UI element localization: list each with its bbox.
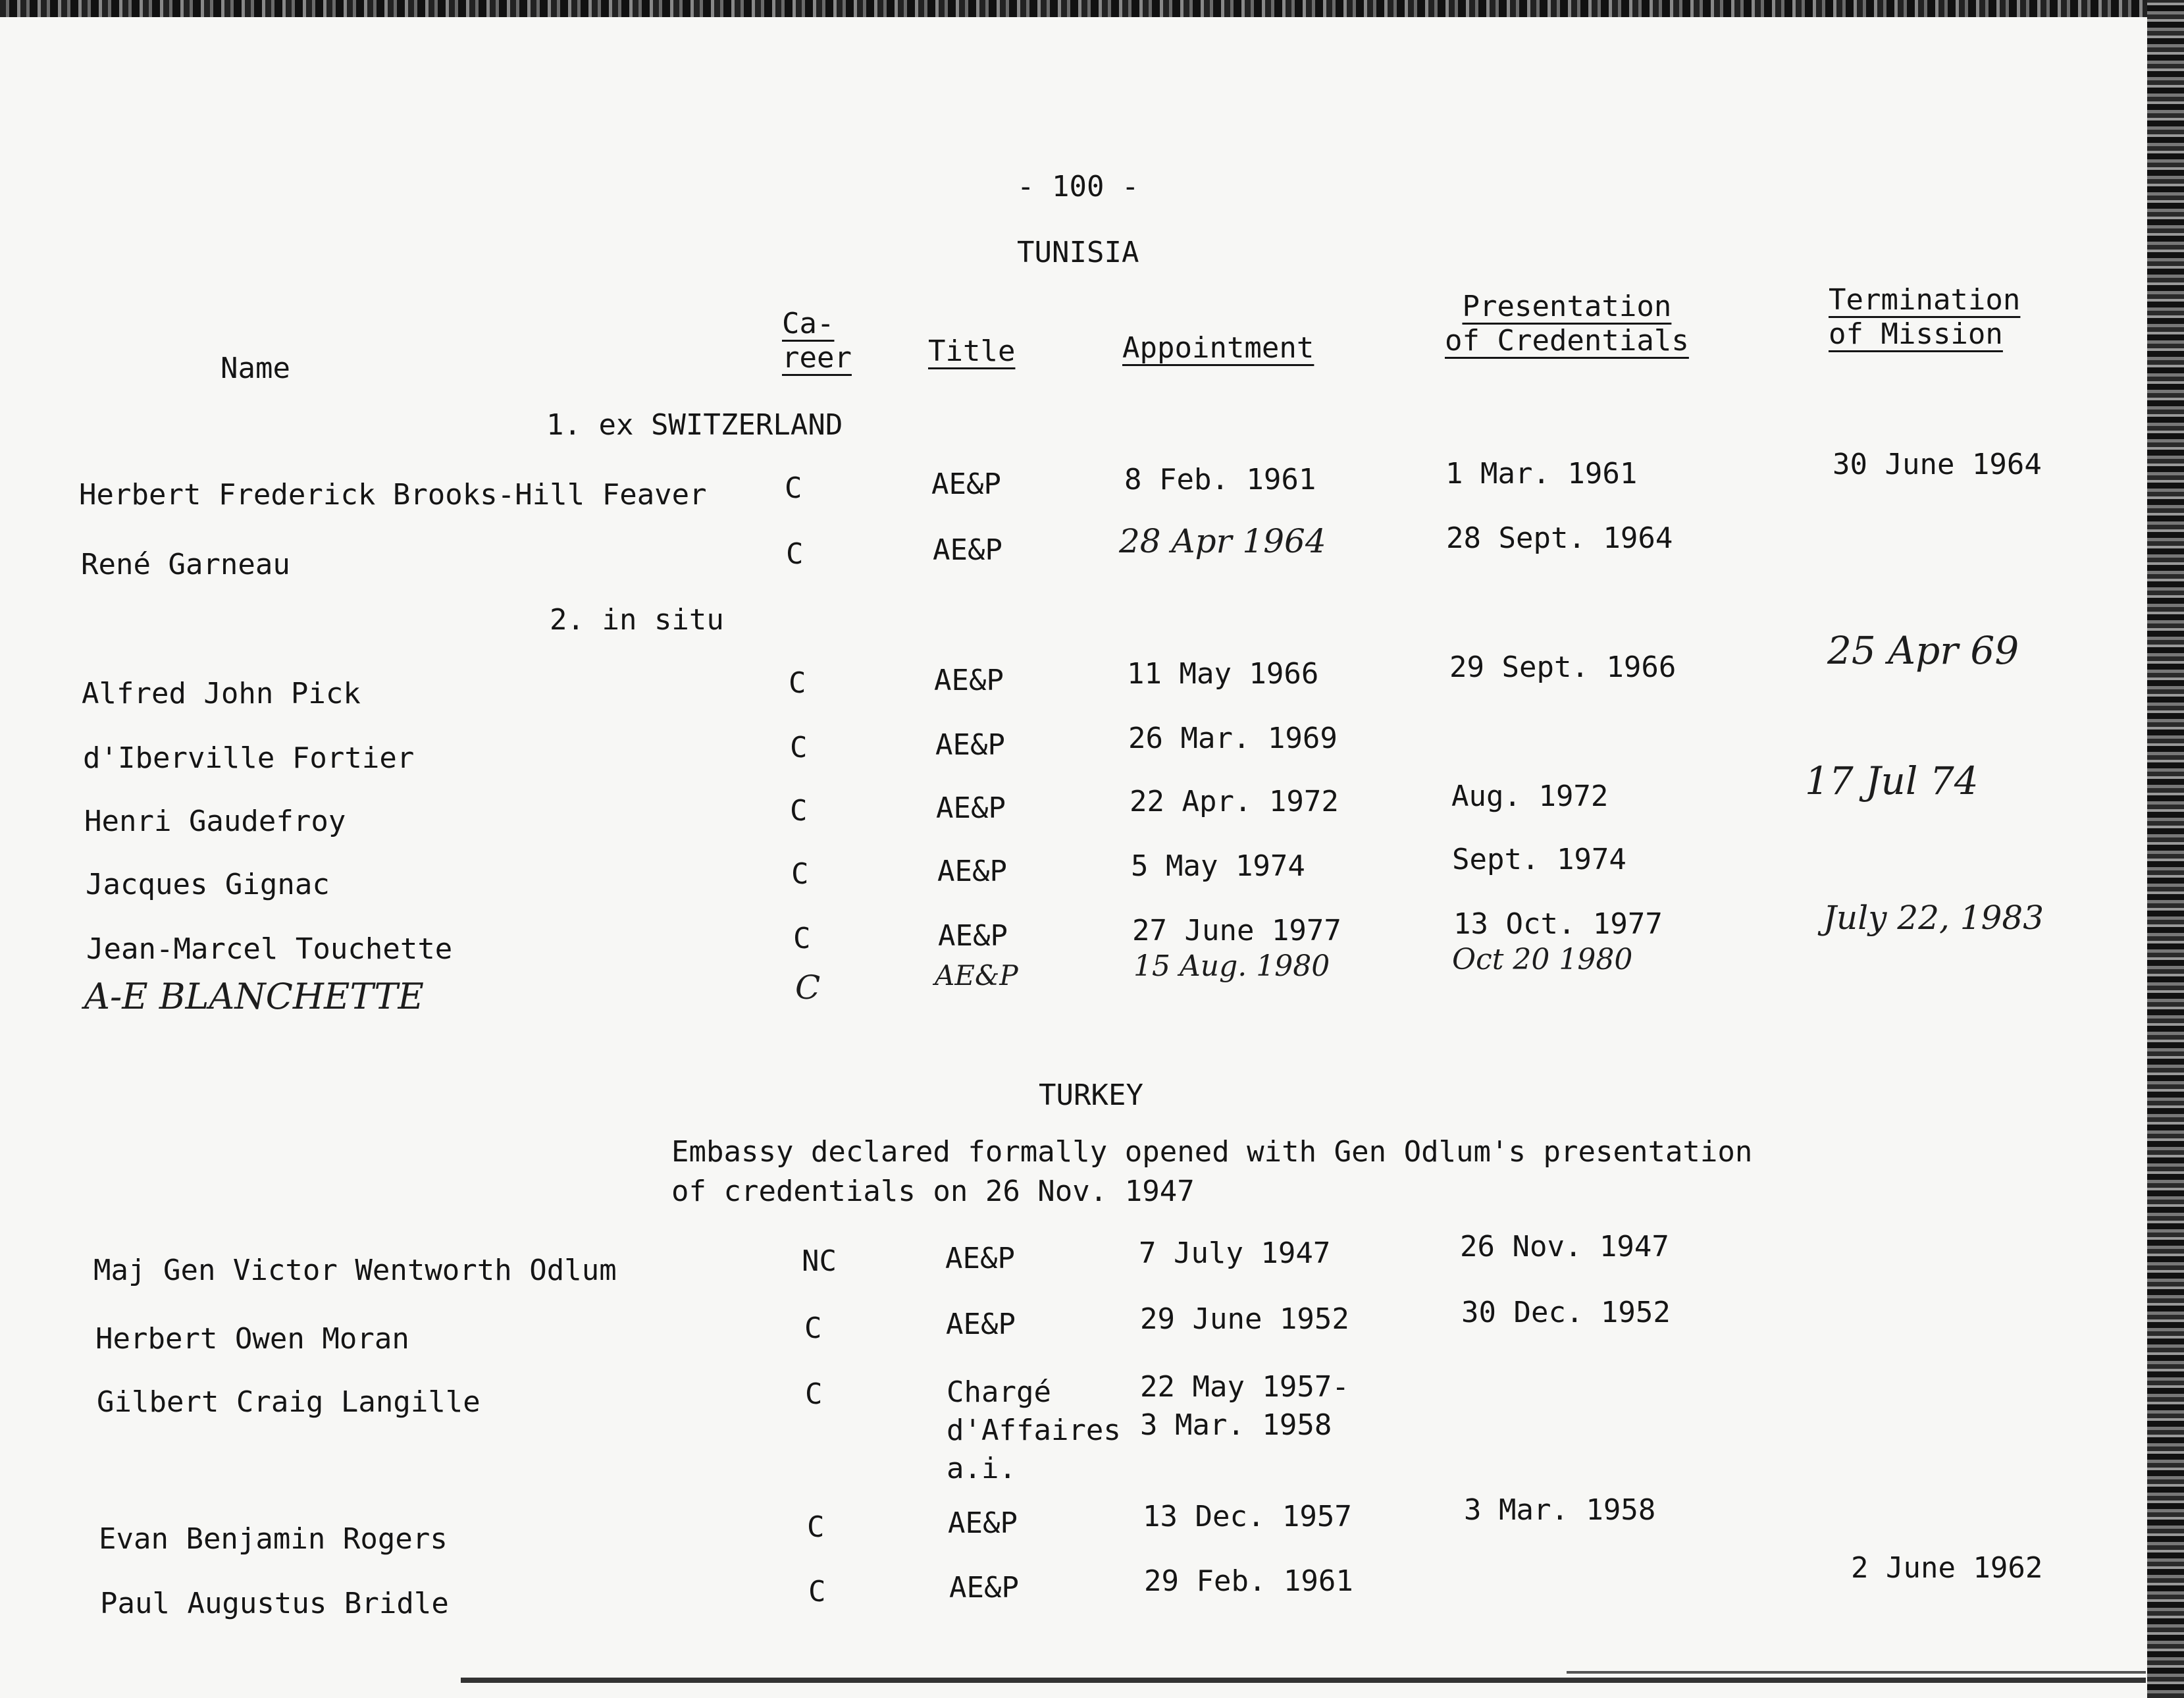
- turkey-row-0-name: Maj Gen Victor Wentworth Odlum: [93, 1254, 617, 1287]
- turkey-row-0-appointment: 7 July 1947: [1139, 1236, 1331, 1270]
- turkey-row-1-appointment: 29 June 1952: [1140, 1302, 1349, 1336]
- tunisia-row-0-appointment: 8 Feb. 1961: [1124, 463, 1316, 496]
- header-presentation: Presentation of Credentials: [1445, 290, 1689, 358]
- tunisia-heading: TUNISIA: [1017, 236, 1139, 269]
- tunisia-row-6-termination: July 22, 1983: [1823, 899, 2044, 937]
- turkey-row-2-title: Chargé d'Affaires a.i.: [947, 1375, 1121, 1485]
- tunisia-row-2-name: Alfred John Pick: [82, 677, 361, 710]
- turkey-row-3-appointment: 13 Dec. 1957: [1143, 1500, 1352, 1533]
- turkey-row-0-presentation: 26 Nov. 1947: [1460, 1230, 1669, 1263]
- tunisia-row-7-presentation: Oct 20 1980: [1452, 943, 1633, 976]
- tunisia-row-5-presentation: Sept. 1974: [1452, 843, 1626, 876]
- tunisia-row-2-career: C: [789, 666, 806, 700]
- turkey-row-1-career: C: [804, 1312, 822, 1345]
- tunisia-row-6-title: AE&P: [938, 919, 1008, 953]
- turkey-row-4-title: AE&P: [949, 1571, 1019, 1605]
- tunisia-row-2-title: AE&P: [934, 664, 1004, 697]
- turkey-heading: TURKEY: [1039, 1078, 1143, 1112]
- tunisia-row-1-name: René Garneau: [81, 548, 290, 581]
- header-name: Name: [221, 352, 290, 385]
- turkey-row-2-appointment: 22 May 1957- 3 Mar. 1958: [1140, 1370, 1349, 1442]
- turkey-row-4-career: C: [808, 1575, 826, 1608]
- header-appointment: Appointment: [1122, 331, 1314, 365]
- turkey-row-2-name: Gilbert Craig Langille: [97, 1385, 481, 1419]
- tunisia-section-in-situ: 2. in situ: [550, 603, 724, 637]
- header-career: Ca- reer: [782, 307, 852, 375]
- turkey-row-3-presentation: 3 Mar. 1958: [1464, 1493, 1656, 1527]
- tunisia-row-1-appointment: 28 Apr 1964: [1119, 522, 1326, 560]
- tunisia-row-0-title: AE&P: [931, 467, 1001, 501]
- tunisia-row-2-termination: 25 Apr 69: [1827, 628, 2019, 673]
- tunisia-row-5-appointment: 5 May 1974: [1131, 849, 1305, 883]
- turkey-row-3-career: C: [807, 1510, 825, 1544]
- tunisia-row-4-name: Henri Gaudefroy: [84, 805, 346, 838]
- tunisia-row-4-termination: 17 Jul 74: [1805, 758, 1979, 803]
- page-number: - 100 -: [1017, 170, 1139, 203]
- tunisia-row-1-title: AE&P: [933, 533, 1002, 567]
- tunisia-row-5-name: Jacques Gignac: [86, 868, 330, 901]
- tunisia-row-5-title: AE&P: [937, 855, 1007, 888]
- turkey-row-0-career: NC: [802, 1244, 837, 1278]
- header-termination: Termination of Mission: [1829, 283, 2021, 351]
- tunisia-row-1-career: C: [786, 537, 804, 571]
- tunisia-row-3-career: C: [790, 731, 808, 764]
- turkey-row-3-name: Evan Benjamin Rogers: [99, 1522, 448, 1556]
- tunisia-row-0-name: Herbert Frederick Brooks-Hill Feaver: [79, 478, 707, 512]
- tunisia-row-7-career: C: [795, 968, 821, 1007]
- tunisia-row-3-appointment: 26 Mar. 1969: [1128, 722, 1338, 755]
- turkey-row-4-appointment: 29 Feb. 1961: [1144, 1564, 1353, 1598]
- tunisia-row-6-presentation: 13 Oct. 1977: [1453, 907, 1663, 941]
- turkey-row-3-title: AE&P: [948, 1506, 1018, 1540]
- tunisia-row-2-appointment: 11 May 1966: [1127, 657, 1319, 691]
- header-title: Title: [928, 334, 1016, 368]
- tunisia-row-4-title: AE&P: [936, 791, 1006, 825]
- tunisia-row-4-career: C: [790, 794, 808, 828]
- turkey-row-4-termination: 2 June 1962: [1851, 1551, 2043, 1585]
- turkey-row-1-presentation: 30 Dec. 1952: [1461, 1296, 1671, 1329]
- tunisia-row-3-title: AE&P: [935, 728, 1005, 762]
- scan-edge-bottom: [461, 1678, 2146, 1683]
- turkey-note: Embassy declared formally opened with Gen Odlum's presentation of credentials on 26 Nov. 1947: [671, 1135, 1753, 1208]
- tunisia-row-0-career: C: [785, 471, 802, 505]
- scan-edge-top: [0, 0, 2184, 17]
- scan-edge-bottom-2: [1567, 1671, 2146, 1674]
- tunisia-row-6-name: Jean-Marcel Touchette: [86, 932, 453, 966]
- scan-edge-right: [2147, 0, 2184, 1698]
- turkey-row-1-title: AE&P: [946, 1308, 1016, 1341]
- tunisia-row-7-appointment: 15 Aug. 1980: [1133, 949, 1330, 983]
- tunisia-row-4-presentation: Aug. 1972: [1451, 780, 1609, 813]
- tunisia-row-4-appointment: 22 Apr. 1972: [1130, 785, 1339, 818]
- tunisia-row-1-presentation: 28 Sept. 1964: [1446, 521, 1673, 555]
- turkey-row-2-career: C: [805, 1377, 823, 1411]
- tunisia-row-7-title: AE&P: [935, 959, 1018, 992]
- turkey-row-0-title: AE&P: [945, 1242, 1015, 1275]
- tunisia-row-7-name: A-E BLANCHETTE: [84, 976, 424, 1017]
- tunisia-section-ex-switzerland: 1. ex SWITZERLAND: [546, 408, 843, 442]
- tunisia-row-2-presentation: 29 Sept. 1966: [1449, 650, 1677, 684]
- tunisia-row-0-termination: 30 June 1964: [1833, 448, 2042, 481]
- tunisia-row-3-name: d'Iberville Fortier: [83, 741, 415, 775]
- tunisia-row-0-presentation: 1 Mar. 1961: [1445, 457, 1638, 491]
- tunisia-row-5-career: C: [791, 857, 809, 891]
- tunisia-row-6-appointment: 27 June 1977: [1132, 914, 1341, 947]
- turkey-row-1-name: Herbert Owen Moran: [95, 1322, 409, 1356]
- tunisia-row-6-career: C: [793, 922, 811, 955]
- turkey-row-4-name: Paul Augustus Bridle: [100, 1587, 449, 1620]
